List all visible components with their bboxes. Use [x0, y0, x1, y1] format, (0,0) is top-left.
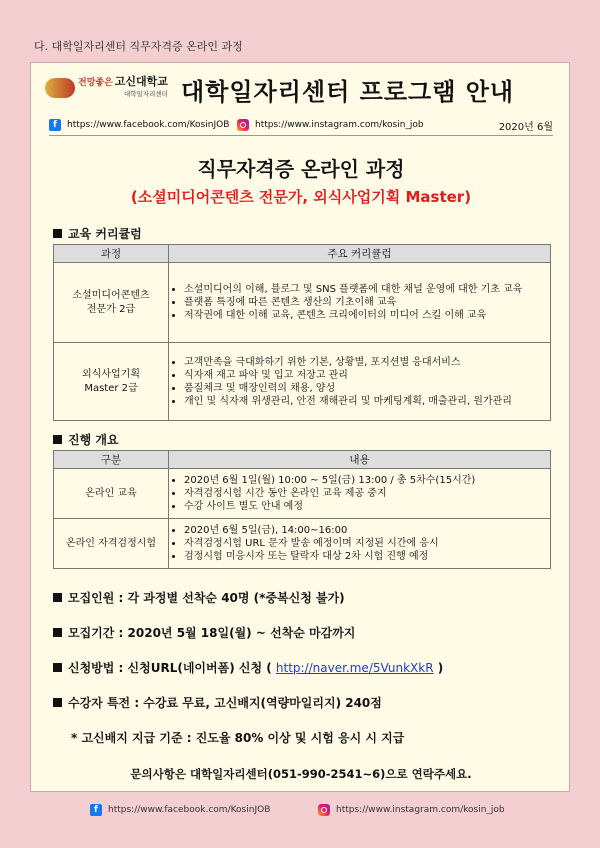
course-level: 전문가 2급 [86, 303, 136, 315]
logo-slogan: 전망좋은 [78, 78, 113, 88]
list-item: • 검정시험 미응시자 또는 탈락자 대상 2차 시험 진행 예정 [184, 550, 549, 563]
footer-facebook-link[interactable]: https://www.facebook.com/KosinJOB [108, 805, 271, 815]
course-level: Master 2급 [84, 382, 138, 394]
table-row [54, 519, 551, 569]
list-item: • 2020년 6월 1일(월) 10:00 ~ 5일(금) 13:00 / 총 5차수(15시간) [184, 474, 549, 487]
course-subtitle: (소셜미디어콘텐츠 전문가, 외식사업기획 Master) [130, 188, 472, 206]
logo-name: 고신대학교 [114, 75, 168, 88]
page-title: 대학일자리센터 프로그램 안내 [181, 78, 515, 106]
type-cell: 온라인 자격검정시험 [54, 519, 169, 569]
instagram-icon [318, 804, 330, 816]
course-name: 외식사업기획 [82, 368, 140, 380]
progress-heading [53, 431, 119, 448]
table-row [54, 343, 551, 421]
square-bullet-icon [53, 698, 62, 707]
benefit-info [53, 694, 382, 711]
facebook-icon: f [90, 804, 102, 816]
social-bar [49, 115, 553, 136]
course-title: 직무자격증 온라인 과정 [197, 157, 405, 181]
curriculum-table [53, 244, 551, 421]
progress-heading-text: 진행 개요 [68, 433, 119, 447]
date-label: 2020년 6월 [498, 121, 553, 133]
list-item: • 저작권에 대한 이해 교육, 콘텐츠 크리에이터의 미디어 스킬 이해 교육 [184, 309, 549, 322]
logo-emblem-icon [45, 78, 75, 98]
col-content: 내용 [169, 451, 551, 469]
course-cell [54, 343, 169, 421]
period-info [53, 624, 355, 641]
instagram-link[interactable]: https://www.instagram.com/kosin_job [255, 120, 424, 130]
facebook-link[interactable]: https://www.facebook.com/KosinJOB [67, 120, 230, 130]
recruit-text: 모집인원 : 각 과정별 선착순 40명 (*중복신청 불가) [68, 591, 345, 605]
list-item: • 개인 및 식자재 위생관리, 안전 재해관리 및 마케팅계획, 매출관리, 원가관리 [184, 395, 549, 408]
apply-suffix: ) [437, 661, 444, 675]
instagram-icon [237, 119, 249, 131]
facebook-icon: f [49, 119, 61, 131]
apply-info [53, 659, 443, 676]
square-bullet-icon [53, 229, 62, 238]
list-item: • 2020년 6월 5일(금), 14:00~16:00 [184, 524, 549, 537]
benefit-text: 수강자 특전 : 수강료 무료, 고신배지(역량마일리지) 240점 [68, 696, 382, 710]
table-header-row [54, 451, 551, 469]
content-cell [169, 469, 551, 519]
apply-link[interactable]: http://naver.me/5VunkXkR [275, 661, 434, 675]
table-row [54, 263, 551, 343]
list-item: • 품질체크 및 매장인력의 채용, 양성 [184, 382, 549, 395]
content-cell [169, 263, 551, 343]
square-bullet-icon [53, 435, 62, 444]
curriculum-heading-text: 교육 커리큘럼 [68, 227, 142, 241]
type-cell: 온라인 교육 [54, 469, 169, 519]
progress-table [53, 450, 551, 569]
content-cell [169, 343, 551, 421]
section-label: 다. 대학일자리센터 직무자격증 온라인 과정 [34, 40, 243, 53]
apply-text: 신청방법 : 신청URL(네이버폼) 신청 ( [68, 661, 272, 675]
square-bullet-icon [53, 628, 62, 637]
university-logo [45, 76, 168, 100]
course-cell [54, 263, 169, 343]
list-item: • 자격검정시험 URL 문자 발송 예정이며 지정된 시간에 응시 [184, 537, 549, 550]
content-cell [169, 519, 551, 569]
list-item: • 고객만족을 극대화하기 위한 기본, 상황별, 포지션별 응대서비스 [184, 356, 549, 369]
square-bullet-icon [53, 663, 62, 672]
list-item: • 수강 사이트 별도 안내 예정 [184, 500, 549, 513]
col-course: 과정 [54, 245, 169, 263]
list-item: • 플랫폼 특징에 따른 콘텐츠 생산의 기초이해 교육 [184, 296, 549, 309]
logo-sub: 대학일자리센터 [123, 90, 168, 98]
badge-note: * 고신배지 지급 기준 : 진도율 80% 이상 및 시험 응시 시 지급 [71, 731, 405, 745]
col-content: 주요 커리큘럼 [169, 245, 551, 263]
footer-instagram-link[interactable]: https://www.instagram.com/kosin_job [336, 805, 505, 815]
contact-info: 문의사항은 대학일자리센터(051-990-2541~6)으로 연락주세요. [130, 767, 472, 781]
header [31, 63, 571, 113]
table-row [54, 469, 551, 519]
table-header-row [54, 245, 551, 263]
period-text: 모집기간 : 2020년 5월 18일(월) ~ 선착순 마감까지 [68, 626, 356, 640]
square-bullet-icon [53, 593, 62, 602]
recruit-info [53, 589, 345, 606]
list-item: • 식자재 재고 파악 및 입고 저장고 관리 [184, 369, 549, 382]
program-card [30, 62, 570, 792]
col-type: 구분 [54, 451, 169, 469]
list-item: • 자격검정시험 시간 동안 온라인 교육 제공 중지 [184, 487, 549, 500]
list-item: • 소셜미디어의 이해, 블로그 및 SNS 플랫폼에 대한 채널 운영에 대한 기초 교육 [184, 283, 549, 296]
curriculum-heading [53, 225, 142, 242]
course-name: 소셜미디어콘텐츠 [72, 289, 150, 301]
